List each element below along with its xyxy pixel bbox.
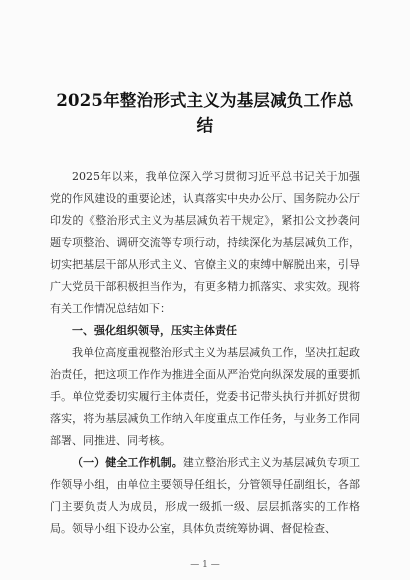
intro-paragraph: 2025年以来，我单位深入学习贯彻习近平总书记关于加强党的作风建设的重要论述，认真落实中央办公厅、国务院办公厅印发的《整治形式主义为基层减负若干规定》，紧扣公文抄袭问题专项整治、调研交流等专项行动，持续深化为基层减负工作，切实把基层干部从形式主义、官僚主义的束缚中解脱出来，引导广大党员干部积极担当作为，有更多精力抓落实、求实效。现将有关工作情况总结如下： <box>50 170 360 315</box>
section-heading: 一、强化组织领导，压实主体责任 <box>72 324 237 337</box>
document-title: 2025年整治形式主义为基层减负工作总结 <box>56 91 354 135</box>
subsection-lead: （一）健全工作机制。 <box>72 456 183 469</box>
subsection-paragraph <box>50 452 360 540</box>
section-paragraph: 我单位高度重视整治形式主义为基层减负工作，坚决扛起政治责任，把这项工作作为推进全面从严治党向纵深发展的重要抓手。单位党委切实履行主体责任，党委书记带头执行并抓好贯彻落实，将为基层减负工作纳入年度重点工作任务，与业务工作同部署、同推进、同考核。 <box>50 346 360 447</box>
page-number: — 1 — <box>190 560 220 570</box>
subsection-text: 建立整治形式主义为基层减负专项工作领导小组，由单位主要领导任组长，分管领导任副组长，各部门主要负责人为成员，形成一级抓一级、层层抓落实的工作格局。领导小组下设办公室，具体负责统筹协调、督促检查、 <box>50 456 361 535</box>
